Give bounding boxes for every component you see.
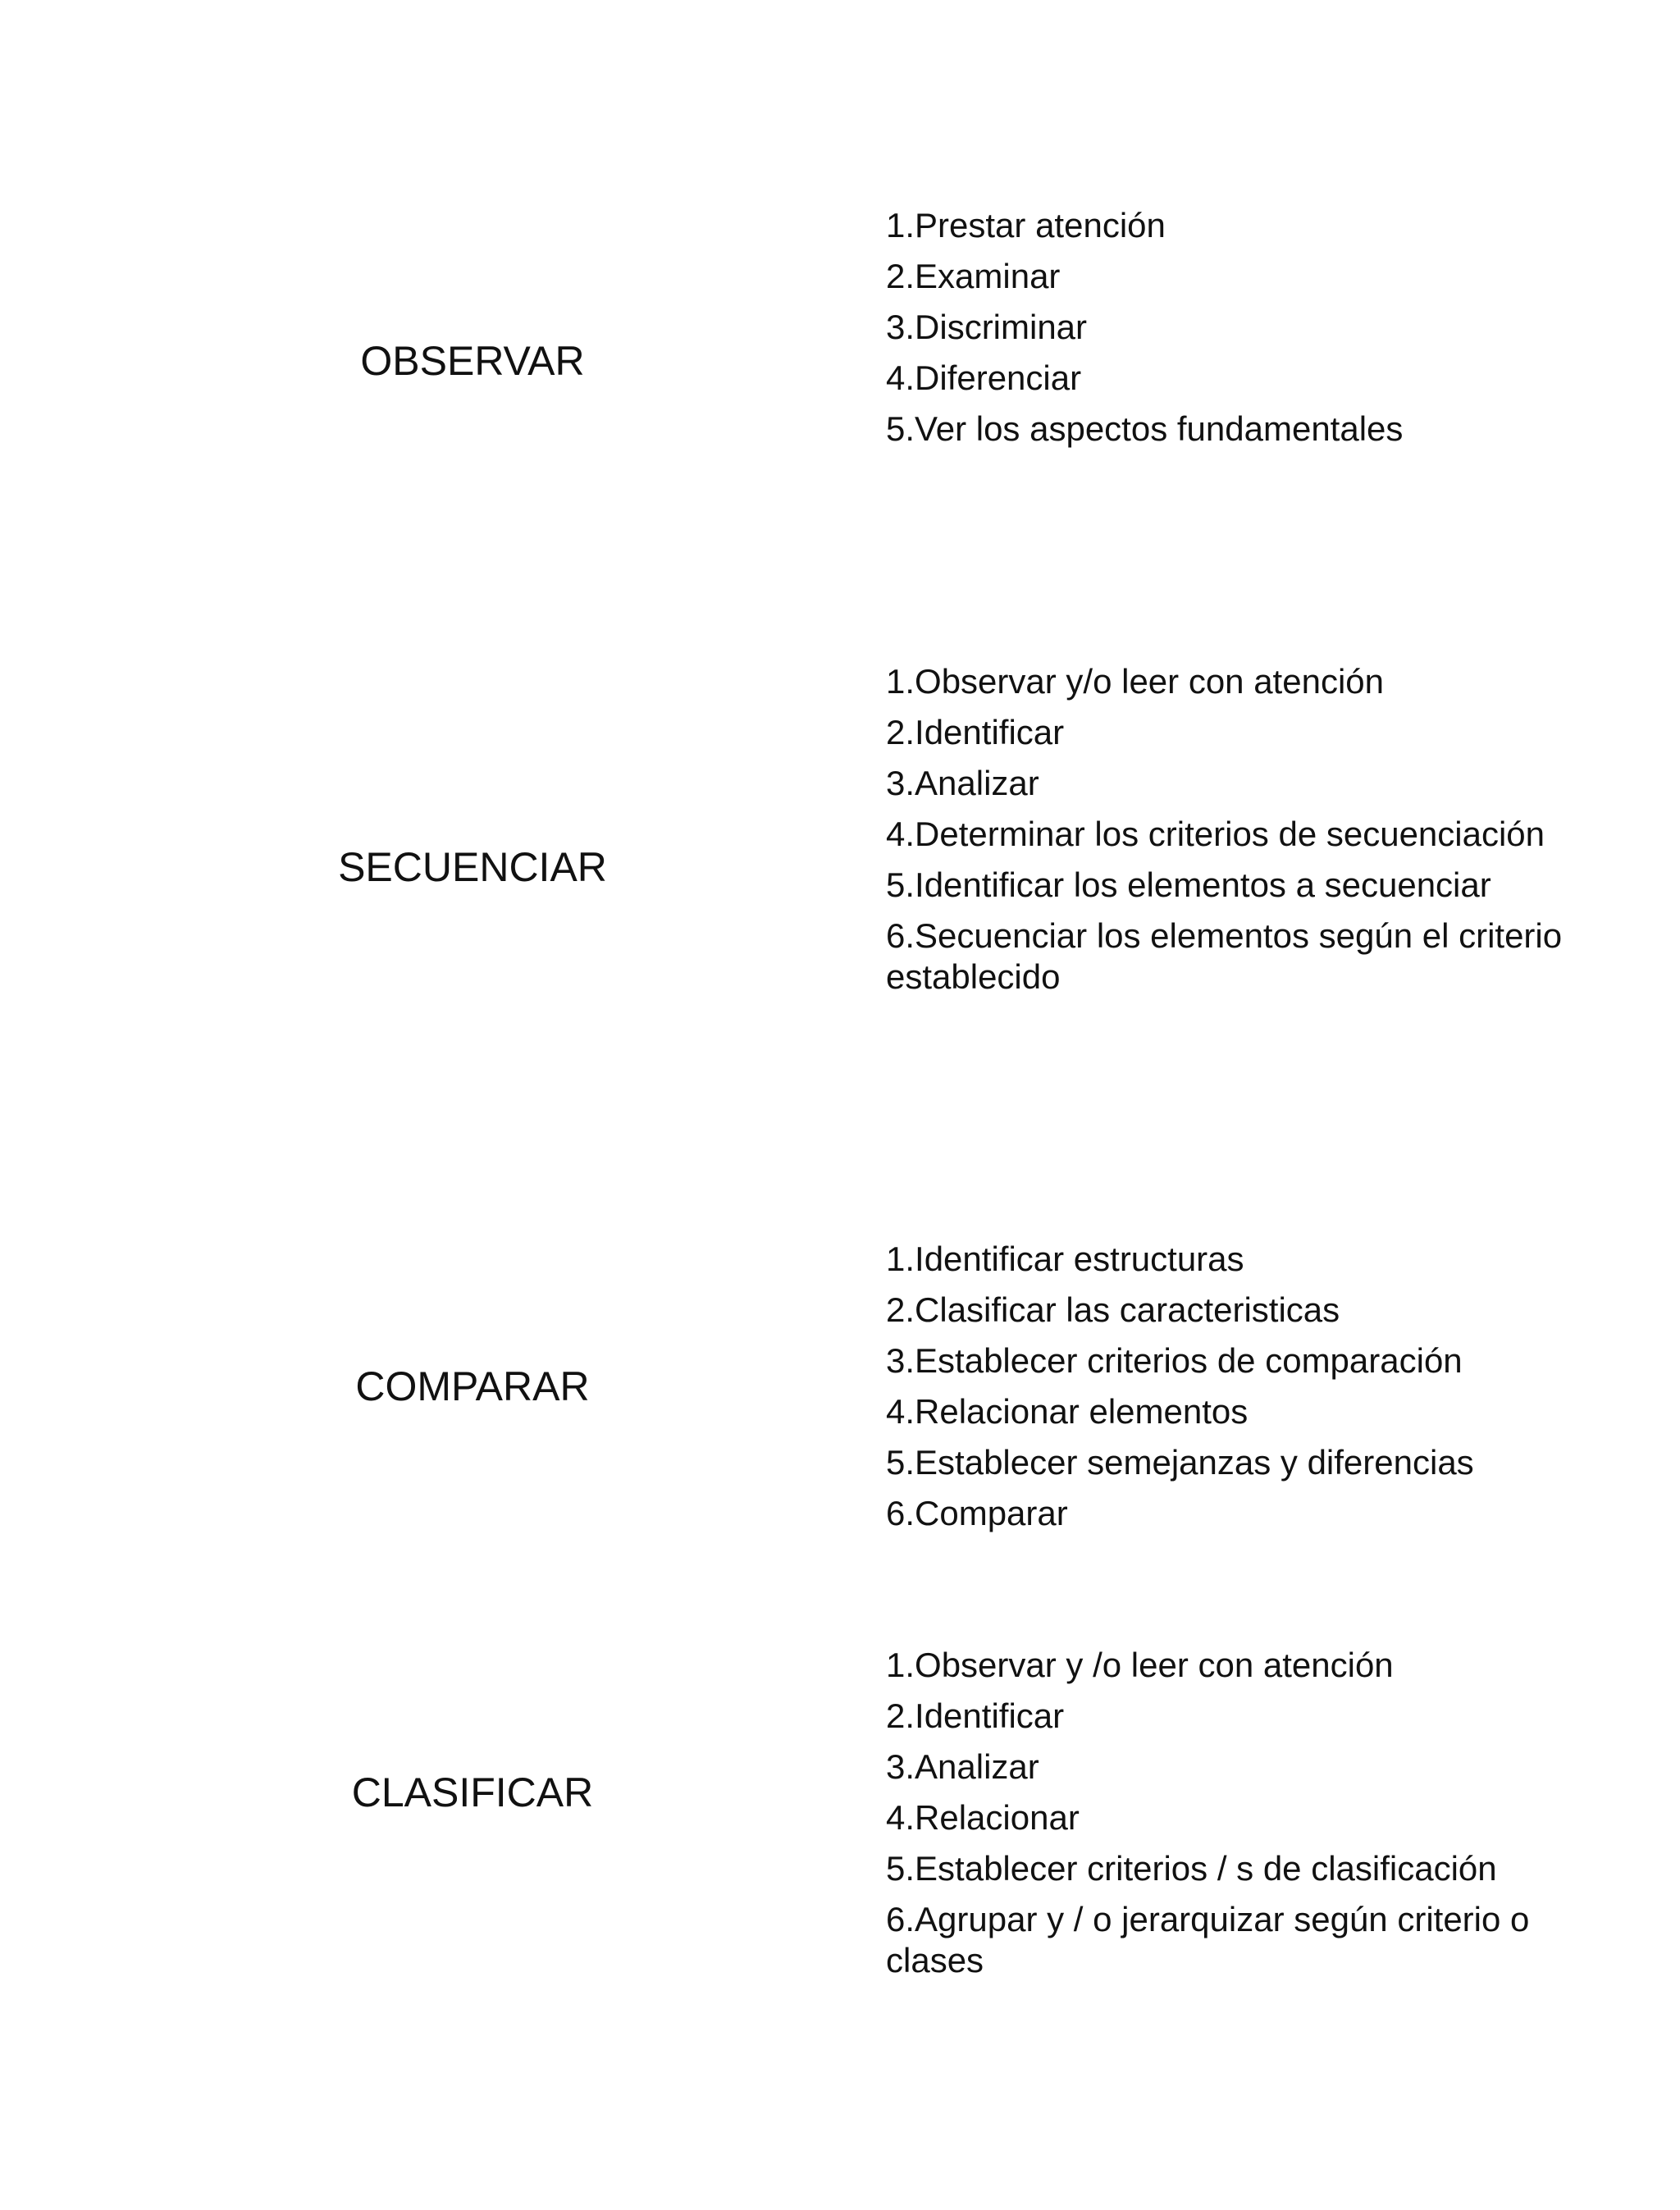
list-item: 5.Establecer semejanzas y diferencias — [886, 1443, 1474, 1482]
list-item: 1.Prestar atención — [886, 206, 1166, 244]
list-item: 3.Analizar — [886, 764, 1039, 802]
list-item: 2.Identificar — [886, 1696, 1065, 1735]
step-list — [886, 661, 1608, 1007]
list-item: 6.Secuenciar los elementos según el criterio establecido — [886, 916, 1563, 996]
list-item: 1.Observar y/o leer con atención — [886, 662, 1384, 701]
list-item: 3.Establecer criterios de comparación — [886, 1341, 1463, 1380]
step-list — [886, 1239, 1608, 1544]
list-item: 3.Analizar — [886, 1747, 1039, 1786]
list-item: 5.Establecer criterios / s de clasificación — [886, 1849, 1497, 1888]
step-list — [886, 205, 1608, 459]
list-item: 3.Discriminar — [886, 308, 1088, 346]
list-item: 4.Determinar los criterios de secuenciación — [886, 815, 1545, 853]
list-item: 4.Diferenciar — [886, 358, 1082, 397]
list-item: 6.Comparar — [886, 1494, 1068, 1532]
skill-title: COMPARAR — [355, 1363, 590, 1409]
list-item: 2.Clasificar las caracteristicas — [886, 1290, 1340, 1329]
list-item: 4.Relacionar elementos — [886, 1392, 1249, 1431]
list-item: 2.Identificar — [886, 713, 1065, 751]
list-item: 5.Ver los aspectos fundamentales — [886, 409, 1404, 448]
skill-title: CLASIFICAR — [351, 1769, 594, 1815]
list-item: 1.Observar y /o leer con atención — [886, 1646, 1394, 1684]
list-item: 4.Relacionar — [886, 1798, 1080, 1837]
list-item: 5.Identificar los elementos a secuenciar — [886, 865, 1491, 904]
list-item: 6.Agrupar y / o jerarquizar según criterio o clases — [886, 1900, 1530, 1979]
list-item: 2.Examinar — [886, 257, 1061, 295]
skill-title: SECUENCIAR — [338, 844, 607, 890]
skill-title: OBSERVAR — [360, 338, 585, 384]
list-item: 1.Identificar estructuras — [886, 1240, 1244, 1278]
step-list — [886, 1645, 1608, 1991]
